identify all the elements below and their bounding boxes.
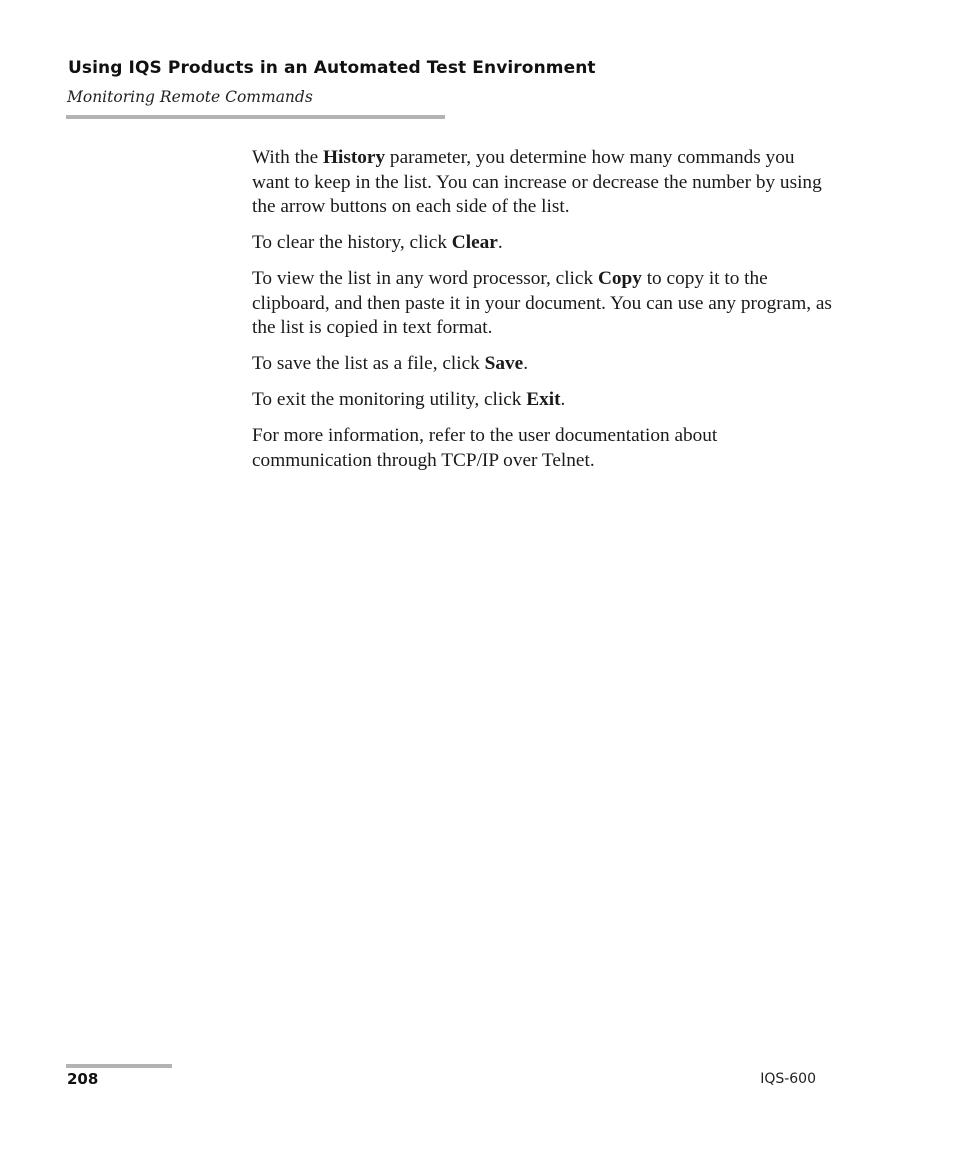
paragraph-text: To view the list in any word processor, click	[252, 268, 598, 290]
copy-term: Copy	[597, 268, 642, 290]
paragraph-text: .	[497, 232, 503, 254]
paragraph-text: With the	[252, 147, 323, 168]
footer-rule	[66, 1064, 172, 1068]
paragraph-text: To save the list as a file, click	[252, 353, 485, 375]
paragraph-save	[252, 352, 832, 377]
page-number: 208	[67, 1070, 99, 1088]
exit-term: Exit	[526, 389, 561, 411]
paragraph-text: to copy it to the clipboard, and then paste it in your document. You can use any program, as the list is copied in text format.	[252, 268, 832, 339]
paragraph-text: .	[560, 389, 566, 411]
header-rule	[66, 115, 445, 119]
save-term: Save	[484, 353, 524, 375]
paragraph-text: To exit the monitoring utility, click	[252, 389, 527, 411]
paragraph-copy	[252, 267, 832, 341]
paragraph-clear	[252, 231, 832, 256]
paragraph-text: To clear the history, click	[252, 232, 452, 254]
product-name: IQS-600	[760, 1071, 816, 1087]
paragraph-text: .	[523, 353, 529, 375]
paragraph-more-info: For more information, refer to the user documentation about communication through TCP/IP over Telnet.	[252, 425, 718, 471]
section-title: Monitoring Remote Commands	[67, 88, 313, 106]
body-content	[252, 146, 832, 485]
chapter-title: Using IQS Products in an Automated Test Environment	[68, 58, 596, 78]
history-term: History	[322, 147, 386, 168]
clear-term: Clear	[451, 232, 498, 254]
paragraph-exit	[252, 388, 832, 413]
paragraph-history	[252, 146, 832, 220]
paragraph-text: parameter, you determine how many commands you want to keep in the list. You can increase or decrease the number by using the arrow buttons on each side of the list.	[252, 147, 822, 218]
